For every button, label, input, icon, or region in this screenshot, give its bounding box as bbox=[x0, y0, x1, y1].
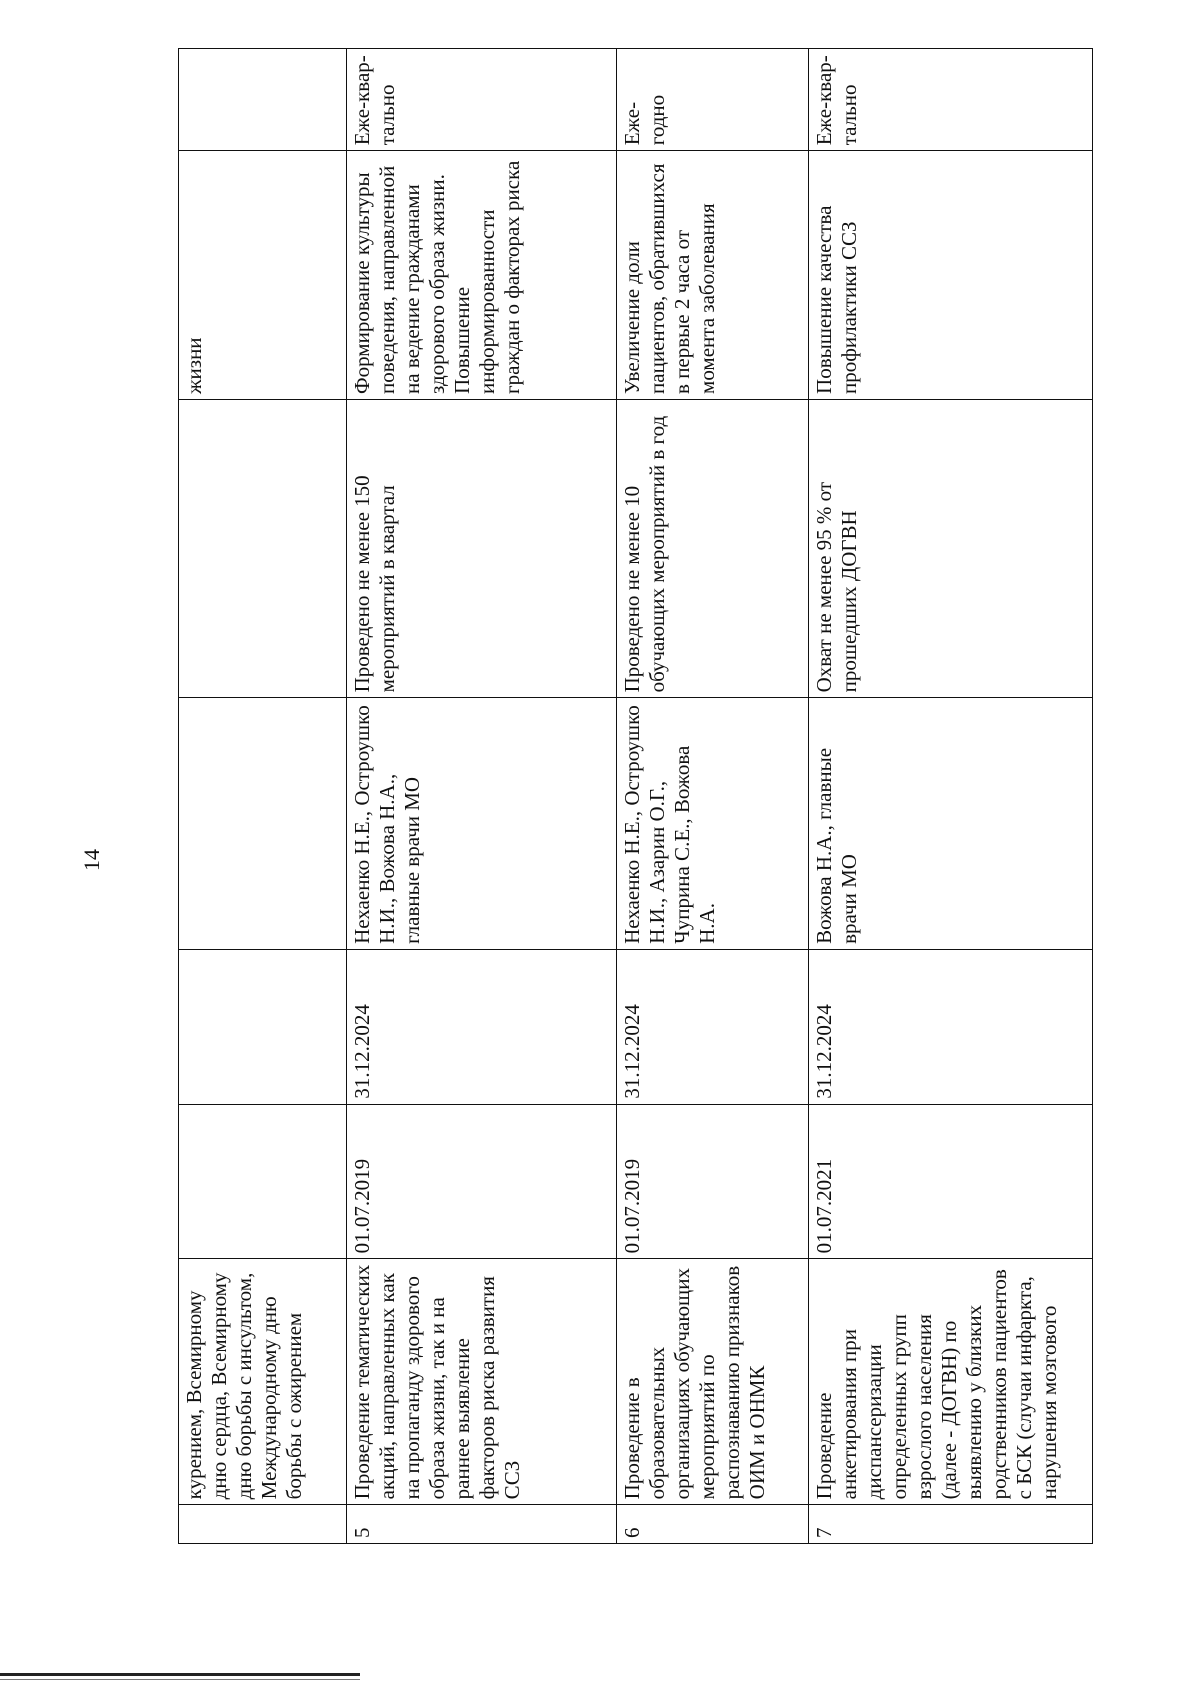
cell-responsible bbox=[179, 698, 347, 949]
cell-periodicity: Еже-квар-тально bbox=[347, 49, 617, 151]
cell-number: 5 bbox=[347, 1505, 617, 1544]
cell-periodicity: Еже-квар-тально bbox=[809, 49, 1093, 151]
cell-result: Формирование культуры поведения, направленной на ведение гражданами здорового образа жизни. Повышение информированности граждан о факторах риска bbox=[347, 151, 617, 400]
cell-result: Повышение качества профилактики ССЗ bbox=[809, 151, 1093, 400]
cell-activity: курением, Всемирному дню сердца, Всемирному дню борьбы с инсультом, Международному дню борьбы с ожирением bbox=[179, 1259, 347, 1505]
cell-end-date: 31.12.2024 bbox=[347, 949, 617, 1104]
cell-indicator: Проведено не менее 10 обучающих мероприятий в год bbox=[617, 399, 809, 697]
cell-end-date: 31.12.2024 bbox=[809, 949, 1093, 1104]
cell-start-date: 01.07.2021 bbox=[809, 1104, 1093, 1259]
cell-activity: Проведение анкетирования при диспансеризации определенных групп взрослого населения (далее - ДОГВН) по выявлению у близких родственников пациентов с БСК (случаи инфаркта, нарушения мозгового bbox=[809, 1259, 1093, 1505]
rotated-table-wrapper bbox=[178, 48, 1060, 1544]
cell-result: жизни bbox=[179, 151, 347, 400]
cell-number: 6 bbox=[617, 1505, 809, 1544]
cell-end-date bbox=[179, 949, 347, 1104]
cell-responsible: Нехаенко Н.Е., Остроушко Н.И., Азарин О.Г., Чуприна С.Е., Вожова Н.А. bbox=[617, 698, 809, 949]
cell-start-date: 01.07.2019 bbox=[347, 1104, 617, 1259]
cell-responsible: Вожова Н.А., главные врачи МО bbox=[809, 698, 1093, 949]
cell-end-date: 31.12.2024 bbox=[617, 949, 809, 1104]
cell-number: 7 bbox=[809, 1505, 1093, 1544]
scan-edge-line bbox=[0, 1673, 360, 1676]
activity-plan-table bbox=[178, 48, 1093, 1544]
cell-start-date: 01.07.2019 bbox=[617, 1104, 809, 1259]
table-row bbox=[617, 49, 809, 1544]
cell-activity: Проведение тематических акций, направленных как на пропаганду здорового образа жизни, так и на раннее выявление факторов риска развития ССЗ bbox=[347, 1259, 617, 1505]
cell-periodicity bbox=[179, 49, 347, 151]
cell-result: Увеличение доли пациентов, обратившихся в первые 2 часа от момента заболевания bbox=[617, 151, 809, 400]
table-row-continuation bbox=[179, 49, 347, 1544]
cell-responsible: Нехаенко Н.Е., Остроушко Н.И., Вожова Н.А., главные врачи МО bbox=[347, 698, 617, 949]
table-row bbox=[809, 49, 1093, 1544]
cell-number bbox=[179, 1505, 347, 1544]
scan-edge-line-thin bbox=[0, 1679, 360, 1680]
cell-periodicity: Еже-годно bbox=[617, 49, 809, 151]
cell-activity: Проведение в образовательных организациях обучающих мероприятий по распознаванию признаков ОИМ и ОНМК bbox=[617, 1259, 809, 1505]
cell-indicator bbox=[179, 399, 347, 697]
cell-indicator: Охват не менее 95 % от прошедших ДОГВН bbox=[809, 399, 1093, 697]
cell-start-date bbox=[179, 1104, 347, 1259]
table-row bbox=[347, 49, 617, 1544]
cell-indicator: Проведено не менее 150 мероприятий в квартал bbox=[347, 399, 617, 697]
page-number: 14 bbox=[79, 849, 104, 871]
